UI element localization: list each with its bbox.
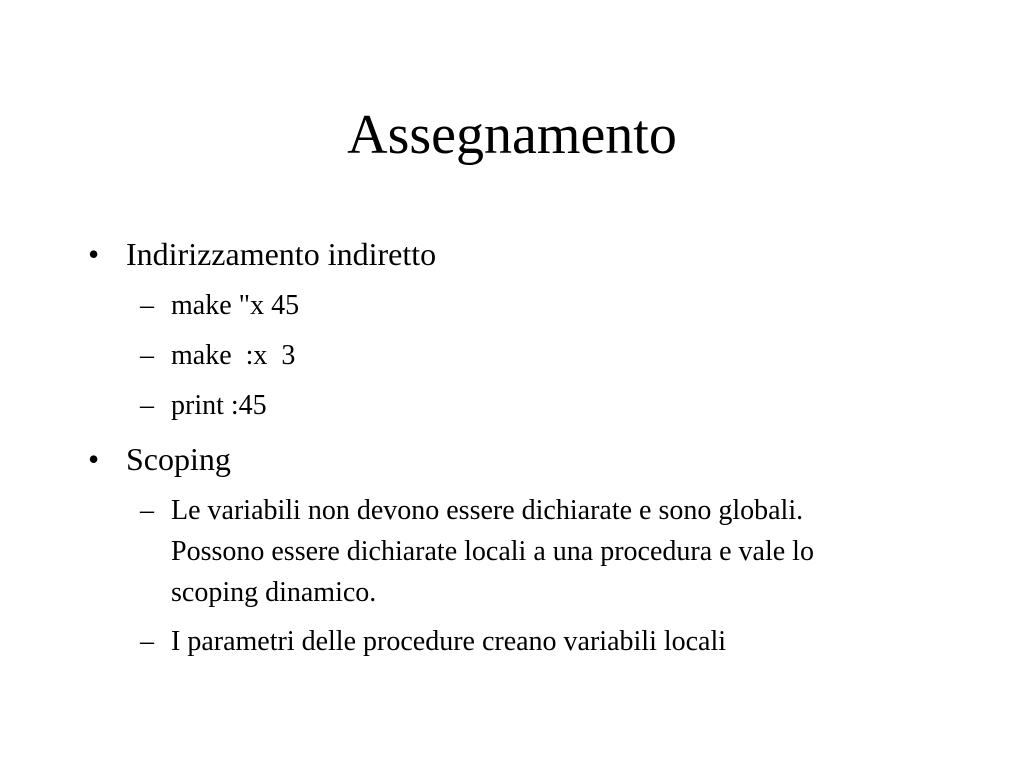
sub-item-make-x-45: make "x 45 [171,290,300,321]
bullet-icon: • [88,236,100,272]
sub-bullet-icon: – [140,390,154,421]
sub-bullet-icon: – [140,495,154,526]
sub-bullet-icon: – [140,626,154,657]
slide-title: Assegnamento [347,104,677,166]
bullet-item-indirizzamento: Indirizzamento indiretto [126,236,437,272]
sub-item-make-x-3: make :x 3 [171,340,296,371]
sub-item-parametri: I parametri delle procedure creano variabili locali [171,626,727,657]
bullet-item-scoping: Scoping [126,441,231,477]
bullet-icon: • [88,441,100,477]
sub-bullet-icon: – [140,290,154,321]
sub-item-variabili: Le variabili non devono essere dichiarate e sono globali. Possono essere dichiarate locali a una procedura e vale lo scoping dinamico. [171,495,814,608]
sub-item-print-45: print :45 [171,390,267,421]
sub-bullet-icon: – [140,340,154,371]
